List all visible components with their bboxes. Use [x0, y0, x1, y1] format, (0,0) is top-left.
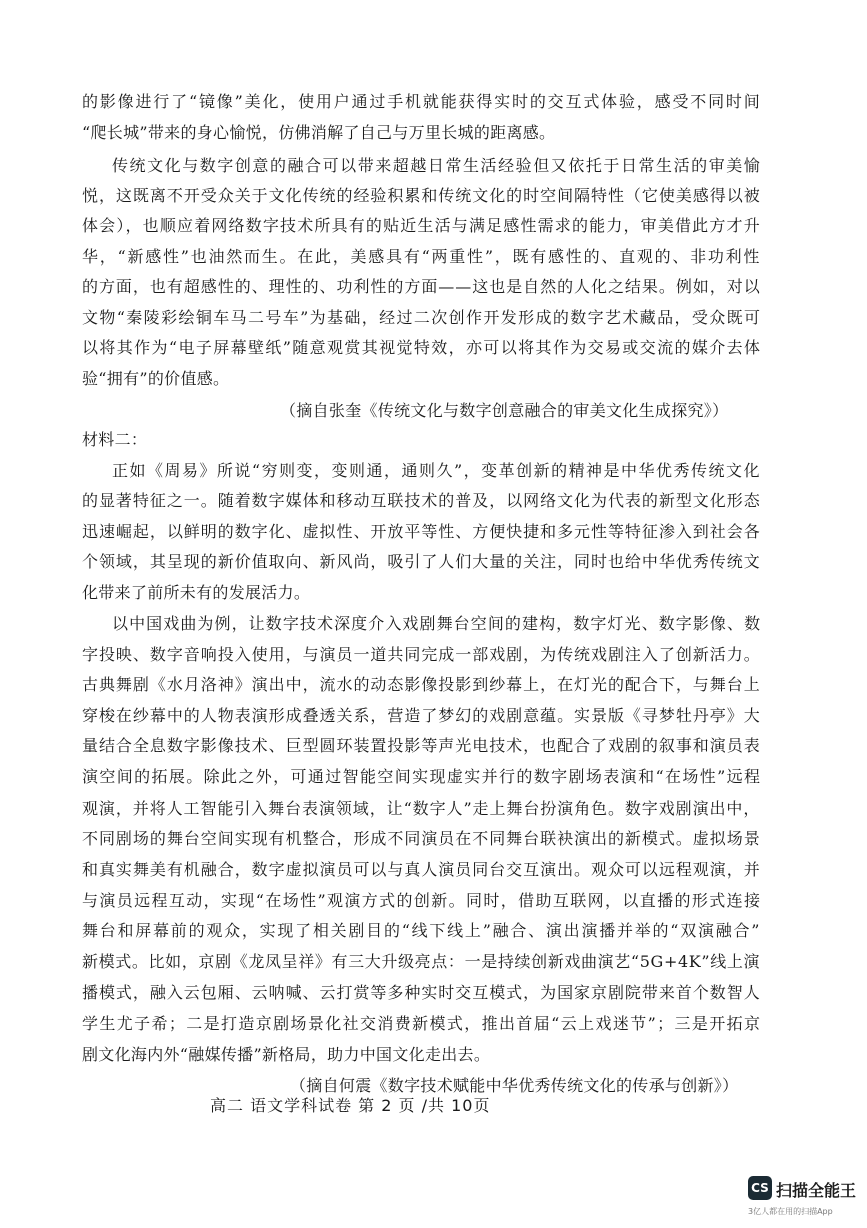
text-line: 迅速崛起，以鲜明的数字化、虚拟性、开放平等性、方便快捷和多元性等特征渗入到社会各 [82, 522, 761, 541]
text-line: 古典舞剧《水月洛神》演出中，流水的动态影像投影到纱幕上，在灯光的配合下，与舞台上 [82, 675, 761, 694]
scanner-watermark [748, 1176, 858, 1222]
source-citation: （摘自何震《数字技术赋能中华优秀传统文化的传承与创新》） [290, 1076, 739, 1095]
text-line: 剧文化海内外“融媒传播”新格局，助力中国文化走出去。 [82, 1045, 491, 1064]
text-line: 不同剧场的舞台空间实现有机整合，形成不同演员在不同舞台联袂演出的新模式。虚拟场景 [82, 829, 761, 848]
watermark-tagline: 3亿人都在用的扫描App [748, 1207, 833, 1216]
source-citation: （摘自张奎《传统文化与数字创意融合的审美文化生成探究》） [280, 401, 729, 420]
text-line: 以将其作为“电子屏幕壁纸”随意观赏其视觉特效，亦可以将其作为交易或交流的媒介去体 [82, 338, 762, 357]
text-line: 传统文化与数字创意的融合可以带来超越日常生活经验但又依托于日常生活的审美愉 [112, 156, 762, 175]
text-line: 与演员远程互动，实现“在场性”观演方式的创新。同时，借助互联网，以直播的形式连接 [82, 891, 762, 910]
text-line: 的显著特征之一。随着数字媒体和移动互联技术的普及，以网络文化为代表的新型文化形态 [82, 491, 761, 510]
watermark-app-name: 扫描全能王 [776, 1181, 857, 1200]
text-line: 学生尤子希；二是打造京剧场景化社交消费新模式，推出首届“云上戏迷节”；三是开拓京 [82, 1014, 762, 1033]
text-line: 的方面，也有超感性的、理性的、功利性的方面——这也是自然的人化之结果。例如，对以 [82, 277, 761, 296]
text-line: 体会），也顺应着网络数字技术所具有的贴近生活与满足感性需求的能力，审美借此方才升 [82, 216, 761, 235]
text-line: 观演，并将人工智能引入舞台表演领域，让“数字人”走上舞台扮演角色。数字戏剧演出中， [82, 799, 761, 818]
section-heading: 材料二： [82, 430, 148, 449]
text-line: 字投映、数字音响投入使用，与演员一道共同完成一部戏剧，为传统戏剧注入了创新活力。 [82, 645, 761, 664]
text-line: 化带来了前所未有的发展活力。 [82, 583, 311, 602]
text-line: 以中国戏曲为例，让数字技术深度介入戏剧舞台空间的建构，数字灯光、数字影像、数 [112, 614, 762, 633]
text-line: 个领域，其呈现的新价值取向、新风尚，吸引了人们大量的关注，同时也给中华优秀传统文 [82, 552, 761, 571]
text-line: 验“拥有”的价值感。 [82, 369, 230, 388]
text-line: 新模式。比如，京剧《龙凤呈祥》有三大升级亮点：一是持续创新戏曲演艺“5G+4K”线上演 [82, 952, 761, 971]
text-line: 的影像进行了“镜像”美化，使用户通过手机就能获得实时的交互式体验，感受不同时间 [82, 92, 762, 111]
text-line: 量结合全息数字影像技术、巨型圆环装置投影等声光电技术，也配合了戏剧的叙事和演员表 [82, 736, 761, 755]
text-line: 穿梭在纱幕中的人物表演形成叠透关系，营造了梦幻的戏剧意蕴。实景版《寻梦牡丹亭》大 [82, 706, 761, 725]
text-line: 华，“新感性”也油然而生。在此，美感具有“两重性”，既有感性的、直观的、非功利性 [82, 247, 762, 266]
text-line: 悦，这既离不开受众关于文化传统的经验积累和传统文化的时空间隔特性（它使美感得以被 [82, 186, 761, 205]
text-line: 和真实舞美有机融合，数字虚拟演员可以与真人演员同台交互演出。观众可以远程观演，并 [82, 860, 761, 879]
text-line: 文物“秦陵彩绘铜车马二号车”为基础，经过二次创作开发形成的数字艺术藏品，受众既可 [82, 308, 762, 327]
text-line: 演空间的拓展。除此之外，可通过智能空间实现虚实并行的数字剧场表演和“在场性”远程 [82, 767, 762, 786]
text-line: 正如《周易》所说“穷则变，变则通，通则久”，变革创新的精神是中华优秀传统文化 [112, 461, 761, 480]
text-line: 播模式，融入云包厢、云呐喊、云打赏等多种实时交互模式，为国家京剧院带来首个数智人 [82, 983, 761, 1002]
text-line: 舞台和屏幕前的观众，实现了相关剧目的“线下线上”融合、演出演播并举的“双演融合” [82, 921, 762, 940]
camscanner-logo-icon: CS [748, 1176, 772, 1200]
page-footer: 高二 语文学科试卷 第 2 页 /共 10页 [210, 1096, 491, 1115]
text-line: “爬长城”带来的身心愉悦，仿佛消解了自己与万里长城的距离感。 [82, 123, 556, 142]
